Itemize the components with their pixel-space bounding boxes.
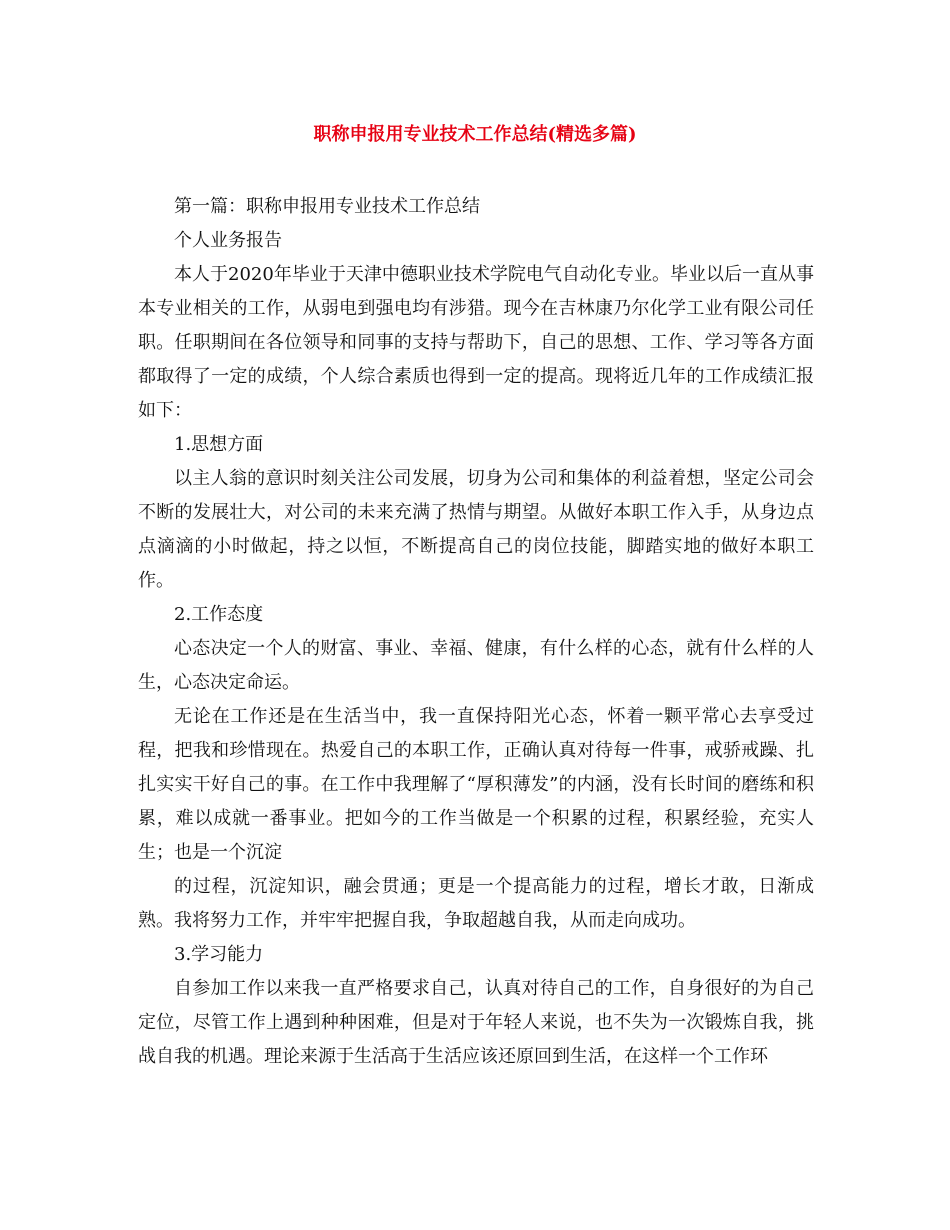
attitude-paragraph: 心态决定一个人的财富、事业、幸福、健康，有什么样的心态，就有什么样的人生，心态决定命运。 xyxy=(138,638,814,693)
section-heading-attitude: 2.工作态度 xyxy=(174,604,264,625)
report-subtitle: 个人业务报告 xyxy=(174,230,282,251)
learning-paragraph: 自参加工作以来我一直严格要求自己，认真对待自己的工作，自身很好的为自己定位，尽管工作上遇到种种困难，但是对于年轻人来说，也不失为一次锻炼自我，挑战自我的机遇。理论来源于生活高于生活应该还原回到生活，在这样一个工作环 xyxy=(138,978,814,1067)
section-heading: 第一篇：职称申报用专业技术工作总结 xyxy=(174,196,480,217)
attitude-paragraph-3: 的过程，沉淀知识，融会贯通；更是一个提高能力的过程，增长才敢，日渐成熟。我将努力工作，并牢牢把握自我，争取超越自我，从而走向成功。 xyxy=(138,876,814,931)
document-body xyxy=(138,190,814,1074)
intro-paragraph: 本人于2020年毕业于天津中德职业技术学院电气自动化专业。毕业以后一直从事本专业相关的工作，从弱电到强电均有涉猎。现今在吉林康乃尔化学工业有限公司任职。任职期间在各位领导和同事的支持与帮助下，自己的思想、工作、学习等各方面都取得了一定的成绩，个人综合素质也得到一定的提高。现将近几年的工作成绩汇报如下： xyxy=(138,264,814,421)
section-heading-thought: 1.思想方面 xyxy=(174,434,264,455)
document-title: 职称申报用专业技术工作总结(精选多篇) xyxy=(313,124,637,145)
thought-paragraph: 以主人翁的意识时刻关注公司发展，切身为公司和集体的利益着想，坚定公司会不断的发展壮大，对公司的未来充满了热情与期望。从做好本职工作入手，从身边点点滴滴的小时做起，持之以恒，不断提高自己的岗位技能，脚踏实地的做好本职工作。 xyxy=(138,468,814,591)
section-heading-learning: 3.学习能力 xyxy=(174,944,264,965)
attitude-paragraph-2: 无论在工作还是在生活当中，我一直保持阳光心态，怀着一颗平常心去享受过程，把我和珍惜现在。热爱自己的本职工作，正确认真对待每一件事，戒骄戒躁、扎扎实实干好自己的事。在工作中我理解了“厚积薄发”的内涵，没有长时间的磨练和积累，难以成就一番事业。把如今的工作当做是一个积累的过程，积累经验，充实人生；也是一个沉淀 xyxy=(138,706,814,863)
